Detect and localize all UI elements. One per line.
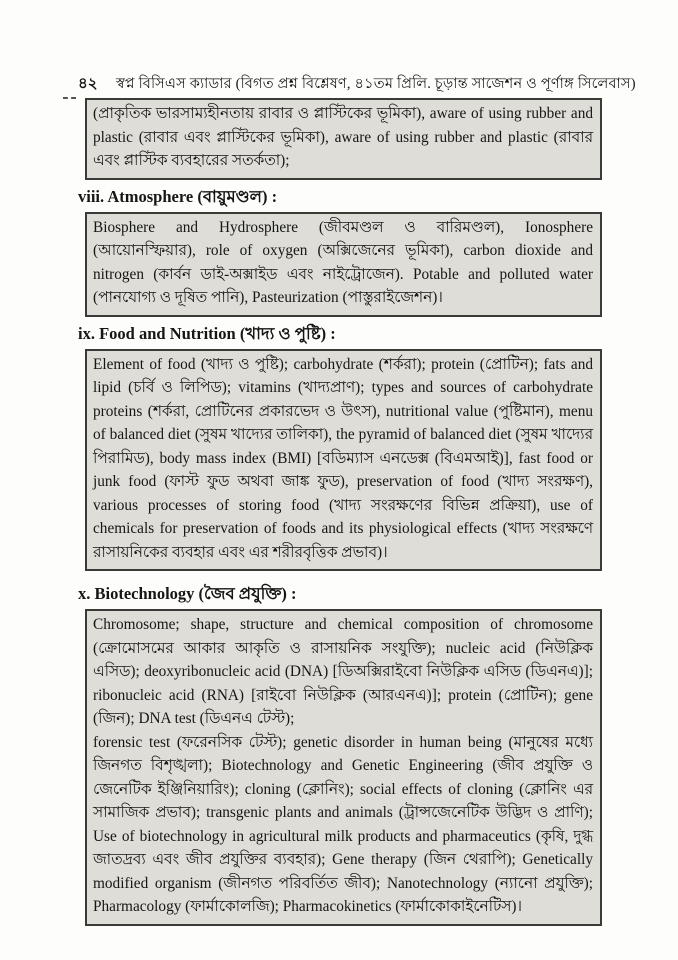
- header-title: স্বপ্ন বিসিএস ক্যাডার (বিগত প্রশ্ন বিশ্লেষণ, ৪১তম প্রিলি. চূড়ান্ত সাজেশন ও পূর্ণাঙ্গ সিলেবাস): [116, 76, 636, 92]
- section-heading-biotechnology: x. Biotechnology (জৈব প্রযুক্তি) :: [78, 584, 297, 603]
- syllabus-box-atmosphere: [85, 212, 602, 317]
- section-heading-atmosphere: viii. Atmosphere (বায়ুমণ্ডল) :: [78, 186, 278, 206]
- syllabus-paragraph: (প্রাকৃতিক ভারসাম্যহীনতায় রাবার ও প্লাস্টিকের ভূমিকা), aware of using rubber and plastic (রাবার এবং প্লাস্টিকের ভূমিকা), aware of using rubber and plastic (রাবার এবং প্লাস্টিক ব্যবহারের সতর্কতা);: [93, 105, 593, 169]
- syllabus-box-food-nutrition: [85, 349, 602, 572]
- syllabus-paragraph: forensic test (ফরেনসিক টেস্ট); genetic disorder in human being (মানুষের মধ্যে জিনগত বিশৃঙ্খলা); Biotechnology and Genetic Engineering (জীব প্রযুক্তি ও জেনেটিক ইঞ্জিনিয়ারিং); cloning (ক্লোনিং); social effects of cloning (ক্লোনিং এর সামাজিক প্রভাব); transgenic plants and animals (ট্রান্সজেনেটিক উদ্ভিদ ও প্রাণি); Use of biotechnology in agricultural milk products and pharmaceutics (কৃষি, দুগ্ধ জাতদ্রব্য এবং জীব প্রযুক্তির ব্যবহার); Gene therapy (জিন থেরাপি); Genetically modified organism (জীনগত পরিবর্তিত জীব); Nanotechnology (ন্যানো প্রযুক্তি); Pharmacology (ফার্মাকোলজি); Pharmacokinetics (ফার্মাকোকাইনেটিস)।: [93, 733, 593, 915]
- section-heading-food-nutrition: ix. Food and Nutrition (খাদ্য ও পুষ্টি) :: [78, 323, 336, 343]
- margin-dash-artifact: [63, 97, 76, 103]
- syllabus-paragraph: Element of food (খাদ্য ও পুষ্টি); carbohydrate (শর্করা); protein (প্রোটিন); fats and lipid (চর্বি ও লিপিড); vitamins (খাদ্যপ্রাণ); types and sources of carbohydrate proteins (শর্করা, প্রোটিনের প্রকারভেদ ও উৎস), nutritional value (পুষ্টিমান), menu of balanced diet (সুষম খাদ্যের তালিকা), the pyramid of balanced diet (সুষম খাদ্যের পিরামিড), body mass index (BMI) [বডিম্যাস এনডেক্স (বিএমআই)], fast food or junk food (ফাস্ট ফুড অথবা জাঙ্ক ফুড), preservation of food (খাদ্য সংরক্ষণ), various processes of storing food (খাদ্য সংরক্ষণের বিভিন্ন প্রক্রিয়া), use of chemicals for preservation of foods and its physiological effects (খাদ্য সংরক্ষণে রাসায়নিকের ব্যবহার এবং এর শরীরবৃত্তিক প্রভাব)।: [93, 355, 593, 561]
- syllabus-box-biotechnology: [85, 609, 602, 926]
- syllabus-paragraph: Biosphere and Hydrosphere (জীবমণ্ডল ও বারিমণ্ডল), Ionosphere (আয়োনস্ফিয়ার), role of oxygen (অক্সিজেনের ভূমিকা), carbon dioxide and nitrogen (কার্বন ডাই-অক্সাইড এবং নাইট্রোজেন). Potable and polluted water (পানযোগ্য ও দূষিত পানি), Pasteurization (পাস্তুরাইজেশন)।: [93, 218, 593, 306]
- page-number: ৪২: [78, 76, 98, 92]
- page-header: [78, 74, 636, 94]
- syllabus-box-rubber-plastic-continued: [85, 98, 602, 180]
- syllabus-paragraph: Chromosome; shape, structure and chemical composition of chromosome (ক্রোমোসমের আকার আকৃতি ও রাসায়নিক সংযুক্তি); nucleic acid (নিউক্লিক এসিড); deoxyribonucleic acid (DNA) [ডিঅক্সিরাইবো নিউক্লিক এসিড (ডিএনএ)]; ribonucleic acid (RNA) [রাইবো নিউক্লিক (আরএনএ)]; protein (প্রোটিন); gene (জিন); DNA test (ডিএনএ টেস্ট);: [93, 616, 593, 727]
